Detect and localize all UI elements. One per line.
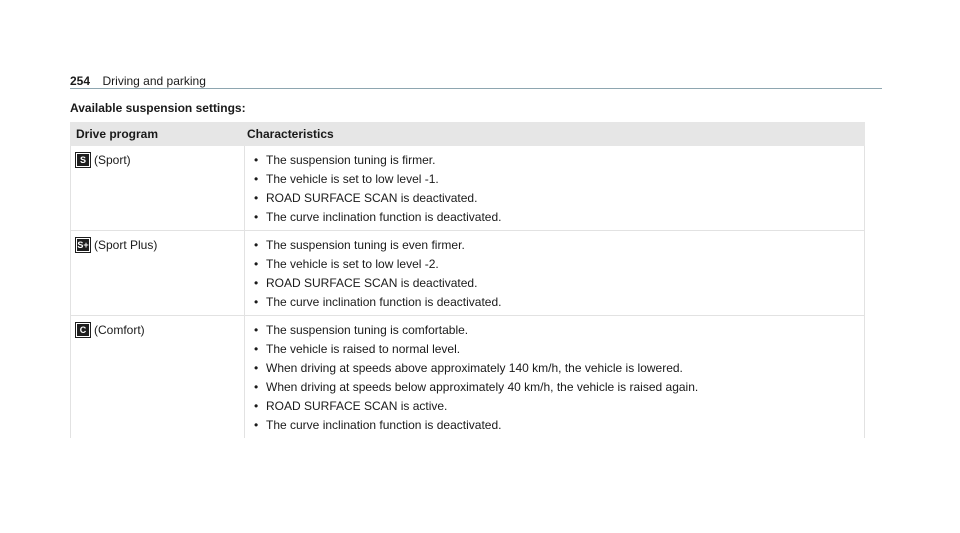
list-item bbox=[254, 295, 864, 309]
list-item-text: When driving at speeds below approximately 40 km/h, the vehicle is raised again. bbox=[266, 380, 699, 394]
bullet-icon: • bbox=[254, 323, 259, 337]
list-item-text: The curve inclination function is deactivated. bbox=[266, 418, 502, 432]
list-item bbox=[254, 342, 864, 356]
characteristics-list bbox=[245, 238, 864, 309]
bullet-icon: • bbox=[254, 295, 259, 309]
drive-program-label: (Sport Plus) bbox=[94, 238, 158, 252]
table-row bbox=[70, 146, 865, 231]
drive-program-label: (Comfort) bbox=[94, 323, 145, 337]
list-item bbox=[254, 172, 864, 186]
bullet-icon: • bbox=[254, 399, 259, 413]
comfort-mode-icon: C bbox=[77, 324, 89, 336]
bullet-icon: • bbox=[254, 276, 259, 290]
list-item-text: ROAD SURFACE SCAN is deactivated. bbox=[266, 191, 478, 205]
bullet-icon: • bbox=[254, 238, 259, 252]
list-item bbox=[254, 210, 864, 224]
list-item-text: The curve inclination function is deactivated. bbox=[266, 295, 502, 309]
list-item bbox=[254, 361, 864, 375]
characteristics-cell bbox=[244, 316, 865, 438]
list-item-text: ROAD SURFACE SCAN is active. bbox=[266, 399, 448, 413]
list-item-text: The suspension tuning is comfortable. bbox=[266, 323, 469, 337]
list-item bbox=[254, 380, 864, 394]
list-item-text: When driving at speeds above approximately 140 km/h, the vehicle is lowered. bbox=[266, 361, 683, 375]
list-item bbox=[254, 418, 864, 432]
bullet-icon: • bbox=[254, 191, 259, 205]
sport-plus-mode-icon: S+ bbox=[77, 240, 89, 250]
sport-mode-icon: S bbox=[77, 154, 89, 166]
bullet-icon: • bbox=[254, 418, 259, 432]
characteristics-cell bbox=[244, 231, 865, 315]
list-item bbox=[254, 399, 864, 413]
list-item bbox=[254, 191, 864, 205]
list-item-text: The vehicle is set to low level -2. bbox=[266, 257, 439, 271]
list-item bbox=[254, 276, 864, 290]
bullet-icon: • bbox=[254, 172, 259, 186]
section-title: Driving and parking bbox=[102, 74, 206, 88]
bullet-icon: • bbox=[254, 153, 259, 167]
header-divider bbox=[70, 88, 882, 89]
list-item bbox=[254, 257, 864, 271]
suspension-settings-table bbox=[70, 122, 865, 438]
list-item-text: ROAD SURFACE SCAN is deactivated. bbox=[266, 276, 478, 290]
bullet-icon: • bbox=[254, 342, 259, 356]
list-item bbox=[254, 238, 864, 252]
characteristics-list bbox=[245, 153, 864, 224]
list-item bbox=[254, 153, 864, 167]
page-heading: Available suspension settings: bbox=[70, 101, 246, 115]
list-item bbox=[254, 323, 864, 337]
drive-program-cell bbox=[70, 231, 244, 315]
characteristics-cell bbox=[244, 146, 865, 230]
column-header-drive-program: Drive program bbox=[76, 127, 159, 141]
bullet-icon: • bbox=[254, 380, 259, 394]
list-item-text: The suspension tuning is firmer. bbox=[266, 153, 436, 167]
list-item-text: The curve inclination function is deactivated. bbox=[266, 210, 502, 224]
bullet-icon: • bbox=[254, 361, 259, 375]
table-body bbox=[70, 146, 865, 438]
page-number: 254 bbox=[70, 74, 91, 88]
bullet-icon: • bbox=[254, 210, 259, 224]
drive-program-cell bbox=[70, 316, 244, 438]
table-row bbox=[70, 231, 865, 316]
column-header-characteristics: Characteristics bbox=[247, 127, 334, 141]
bullet-icon: • bbox=[254, 257, 259, 271]
table-row bbox=[70, 316, 865, 438]
list-item-text: The vehicle is set to low level -1. bbox=[266, 172, 439, 186]
list-item-text: The vehicle is raised to normal level. bbox=[266, 342, 461, 356]
characteristics-list bbox=[245, 323, 864, 432]
drive-program-label: (Sport) bbox=[94, 153, 131, 167]
list-item-text: The suspension tuning is even firmer. bbox=[266, 238, 465, 252]
drive-program-cell bbox=[70, 146, 244, 230]
table-header bbox=[70, 122, 865, 146]
